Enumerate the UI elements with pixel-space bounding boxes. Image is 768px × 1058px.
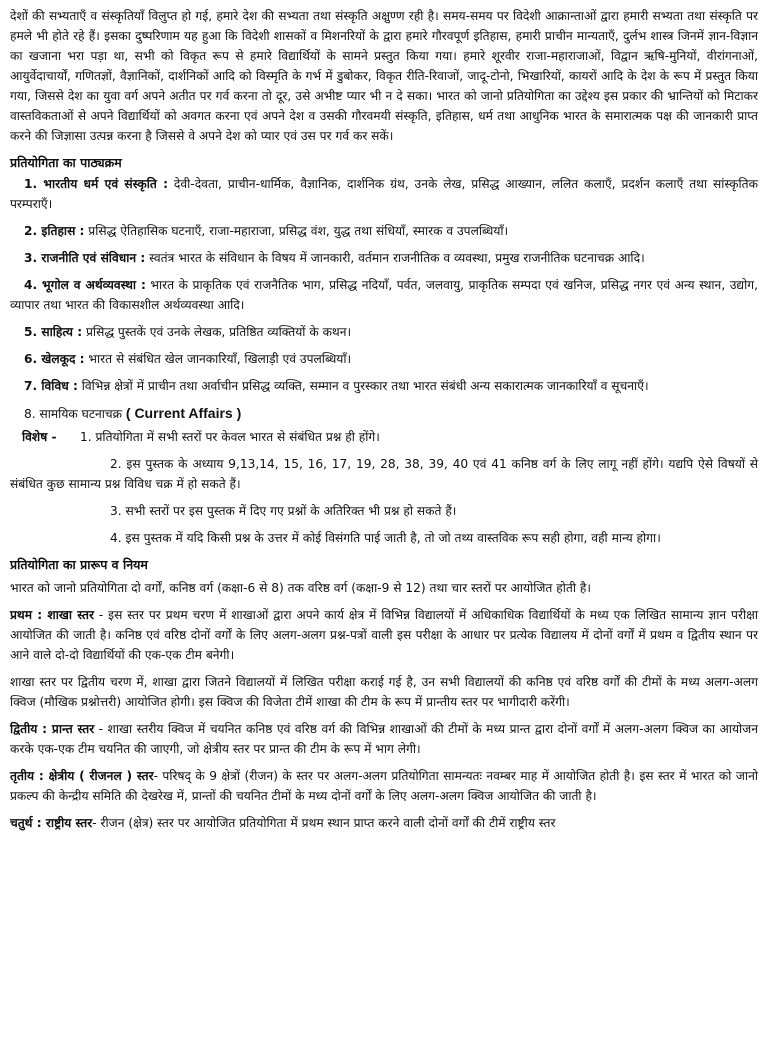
stage-label: प्रथम : शाखा स्तर bbox=[10, 608, 94, 622]
stage-label: चतुर्थ : राष्ट्रीय स्तर bbox=[10, 816, 93, 830]
syllabus-item-label: 1. भारतीय धर्म एवं संस्कृति : bbox=[24, 177, 168, 191]
syllabus-item-text: देवी-देवता, प्राचीन-धार्मिक, वैज्ञानिक, दार्शनिक ग्रंथ, उनके लेख, प्रसिद्ध आख्यान, ललित कलाएँ, प्रदर्शन कलाएँ तथा सांस्कृतिक परम्पराएँ। bbox=[10, 177, 758, 211]
special-note: 3. सभी स्तरों पर इस पुस्तक में दिए गए प्रश्नों के अतिरिक्त भी प्रश्न हो सकते हैं। bbox=[110, 504, 457, 518]
syllabus-item bbox=[10, 248, 758, 268]
syllabus-item bbox=[10, 221, 758, 241]
syllabus-item bbox=[10, 174, 758, 214]
syllabus-item bbox=[10, 349, 758, 369]
syllabus-item-text: स्वतंत्र भारत के संविधान के विषय में जानकारी, वर्तमान राजनीतिक व व्यवस्था, प्रमुख राजनीतिक घटनाचक्र आदि। bbox=[145, 251, 645, 265]
special-label: विशेष - bbox=[22, 430, 57, 444]
syllabus-item-label: 7. विविध : bbox=[24, 379, 78, 393]
special-note: 4. इस पुस्तक में यदि किसी प्रश्न के उत्तर में कोई विसंगति पाई जाती है, तो जो तथ्य वास्तविक रूप सही होगा, वही मान्य होगा। bbox=[110, 531, 661, 545]
stage-label: तृतीय : क्षेत्रीय ( रीजनल ) स्तर bbox=[10, 769, 154, 783]
syllabus-item-text: प्रसिद्ध ऐतिहासिक घटनाएँ, राजा-महाराजा, प्रसिद्ध वंश, युद्ध तथा संधियाँ, स्मारक व उपलब्धियाँ। bbox=[84, 224, 509, 238]
special-note-row bbox=[10, 427, 758, 447]
stage-text: - परिषद् के 9 क्षेत्रों (रीजन) के स्तर पर अलग-अलग प्रतियोगिता सामन्यतः नवम्बर माह में आयोजित होती है। इस स्तर में भारत को जानो प्रकल्प की केन्द्रीय समिति की देखरेख में, प्रान्तों की चयनित टीमों के मध्य दोनों वर्गों के लिए अलग-अलग क्विज आयोजित की जाती है। bbox=[10, 769, 759, 803]
syllabus-heading: प्रतियोगिता का पाठ्यक्रम bbox=[10, 155, 122, 170]
stage-paragraph bbox=[10, 719, 758, 759]
syllabus-item-text: प्रसिद्ध पुस्तकें एवं उनके लेखक, प्रतिष्ठित व्यक्तियों के कथन। bbox=[82, 325, 352, 339]
current-affairs-english: ( Current Affairs ) bbox=[125, 405, 242, 421]
syllabus-item-text: भारत के प्राकृतिक एवं राजनैतिक भाग, प्रसिद्ध नदियाँ, पर्वत, जलवायु, प्राकृतिक सम्पदा एवं खनिज, प्रसिद्ध नगर एवं अन्य स्थान, उद्योग, व्यापार तथा भारत की विकासशील अर्थव्यवस्था आदि। bbox=[10, 278, 758, 312]
syllabus-item-label: 6. खेलकूद : bbox=[24, 352, 85, 366]
special-note: 2. इस पुस्तक के अध्याय 9,13,14, 15, 16, 17, 19, 28, 38, 39, 40 एवं 41 कनिष्ठ वर्ग के लिए लागू नहीं होंगे। यद्यपि ऐसे विषयों से संबंधित कुछ सामान्य प्रश्न विविध चक्र में हो सकते हैं। bbox=[10, 457, 758, 491]
stage-text: - रीजन (क्षेत्र) स्तर पर आयोजित प्रतियोगिता में प्रथम स्थान प्राप्त करने वाली दोनों वर्गों की टीमें राष्ट्रीय स्तर bbox=[92, 816, 556, 830]
syllabus-item-text: भारत से संबंधित खेल जानकारियाँ, खिलाड़ी एवं उपलब्धियाँ। bbox=[84, 352, 352, 366]
syllabus-item bbox=[10, 322, 758, 342]
syllabus-item-current-affairs bbox=[10, 403, 758, 424]
stage-text: - इस स्तर पर प्रथम चरण में शाखाओं द्वारा अपने कार्य क्षेत्र में विभिन्न विद्यालयों में अधिकाधिक विद्यार्थियों के मध्य एक लिखित सामान्य ज्ञान परीक्षा आयोजित की जाती है। कनिष्ठ एवं वरिष्ठ दोनों वर्गों के लिए अलग-अलग प्रश्न-पत्रों वाली इस परीक्षा के आधार पर प्रत्येक विद्यालय में दोनों वर्गों में प्रथम व द्वितीय स्थान पर आने वाले दो-दो विद्यार्थियों की एक-एक टीम बनेगी। bbox=[10, 608, 759, 662]
current-affairs-label: 8. सामयिक घटनाचक्र bbox=[24, 407, 123, 421]
syllabus-item-label: 4. भूगोल व अर्थव्यवस्था : bbox=[24, 278, 146, 292]
stage-label: द्वितीय : प्रान्त स्तर bbox=[10, 722, 95, 736]
syllabus-item-label: 5. साहित्य : bbox=[24, 325, 83, 339]
intro-paragraph: देशों की सभ्यताएँ व संस्कृतियाँ विलुप्त हो गई, हमारे देश की सभ्यता तथा संस्कृति अक्षुण्ण रही है। समय-समय पर विदेशी आक्रान्ताओं द्वारा हमारी सभ्यता तथा संस्कृति पर हमले भी होते रहे हैं। इसका दुष्परिणाम यह हुआ कि विदेशी शासकों व मिशनरियों के द्वारा हमारे गौरवपूर्ण इतिहास, हमारी प्राचीन मान्यताएँ, दुर्लभ शास्त्र जिनमें ज्ञान-विज्ञान का खजाना भरा पड़ा था, सभी को विकृत रूप से हमारे विद्यार्थियों के सामने प्रस्तुत किया गया। हमारे शूरवीर राजा-महाराजाओं, विद्वान ऋषि-मुनियों, वीरांगनाओं, आयुर्वेदाचार्यों, गणितज्ञों, वैज्ञानिकों, दार्शनिकों आदि को विस्मृति के गर्भ में डुबोकर, विकृत रीति-रिवाजों, जादू-टोनो, भिखारियों, कायरों आदि के देश के रूप में प्रस्तुत किया गया, जिससे देश का युवा वर्ग अपने अतीत पर गर्व करना तो दूर, उसे अभीष्ट प्यार भी न दे सका। भारत को जानो प्रतियोगिता का उद्देश्य इस प्रकार की भ्रान्तियों को मिटाकर वास्तविकताओं से अपने विद्यार्थियों को अवगत करना एवं अपने देश व उसकी गौरवमयी संस्कृति, इतिहास, धर्म तथा आधुनिक भारत के समारात्मक पक्ष की जानकारी प्राप्त करने की जिज्ञासा उत्पन्न करना है जिससे वे अपने देश को प्यार एवं उस पर गर्व कर सकें। bbox=[10, 9, 758, 143]
special-note: 1. प्रतियोगिता में सभी स्तरों पर केवल भारत से संबंधित प्रश्न ही होंगे। bbox=[80, 430, 380, 444]
syllabus-item-label: 2. इतिहास : bbox=[24, 224, 85, 238]
rules-heading: प्रतियोगिता का प्रारूप व नियम bbox=[10, 557, 148, 572]
stage-paragraph bbox=[10, 813, 758, 833]
stage-paragraph bbox=[10, 766, 758, 806]
syllabus-item-label: 3. राजनीति एवं संविधान : bbox=[24, 251, 146, 265]
syllabus-item bbox=[10, 275, 758, 315]
syllabus-item-text: विभिन्न क्षेत्रों में प्राचीन तथा अर्वाचीन प्रसिद्ध व्यक्ति, सम्मान व पुरस्कार तथा भारत संबंधी अन्य सकारात्मक जानकारियाँ व सूचनाएँ। bbox=[77, 379, 649, 393]
stage-text: - शाखा स्तरीय क्विज में चयनित कनिष्ठ एवं वरिष्ठ वर्ग की विभिन्न शाखाओं की टीमों के मध्य प्रान्त द्वारा दोनों वर्गों में अलग-अलग क्विज का आयोजन करके एक-एक टीम चयनित की जाएगी, जो क्षेत्रीय स्तर पर प्रान्त की टीम के रूप में भाग लेगी। bbox=[10, 722, 758, 756]
stage-paragraph: शाखा स्तर पर द्वितीय चरण में, शाखा द्वारा जितने विद्यालयों में लिखित परीक्षा कराई गई है, उन सभी विद्यालयों की कनिष्ठ एवं वरिष्ठ वर्गों की टीमों के मध्य अलग-अलग क्विज (मौखिक प्रश्नोत्तरी) आयोजित होगी। इस क्विज की विजेता टीमें शाखा की टीम के रूप में प्रान्तीय स्तर पर भागीदारी करेंगी। bbox=[10, 675, 758, 709]
rules-lead: भारत को जानो प्रतियोगिता दो वर्गों, कनिष्ठ वर्ग (कक्षा-6 से 8) तक वरिष्ठ वर्ग (कक्षा-9 से 12) तथा चार स्तरों पर आयोजित होती है। bbox=[10, 581, 591, 595]
stage-paragraph bbox=[10, 605, 758, 665]
syllabus-item bbox=[10, 376, 758, 396]
